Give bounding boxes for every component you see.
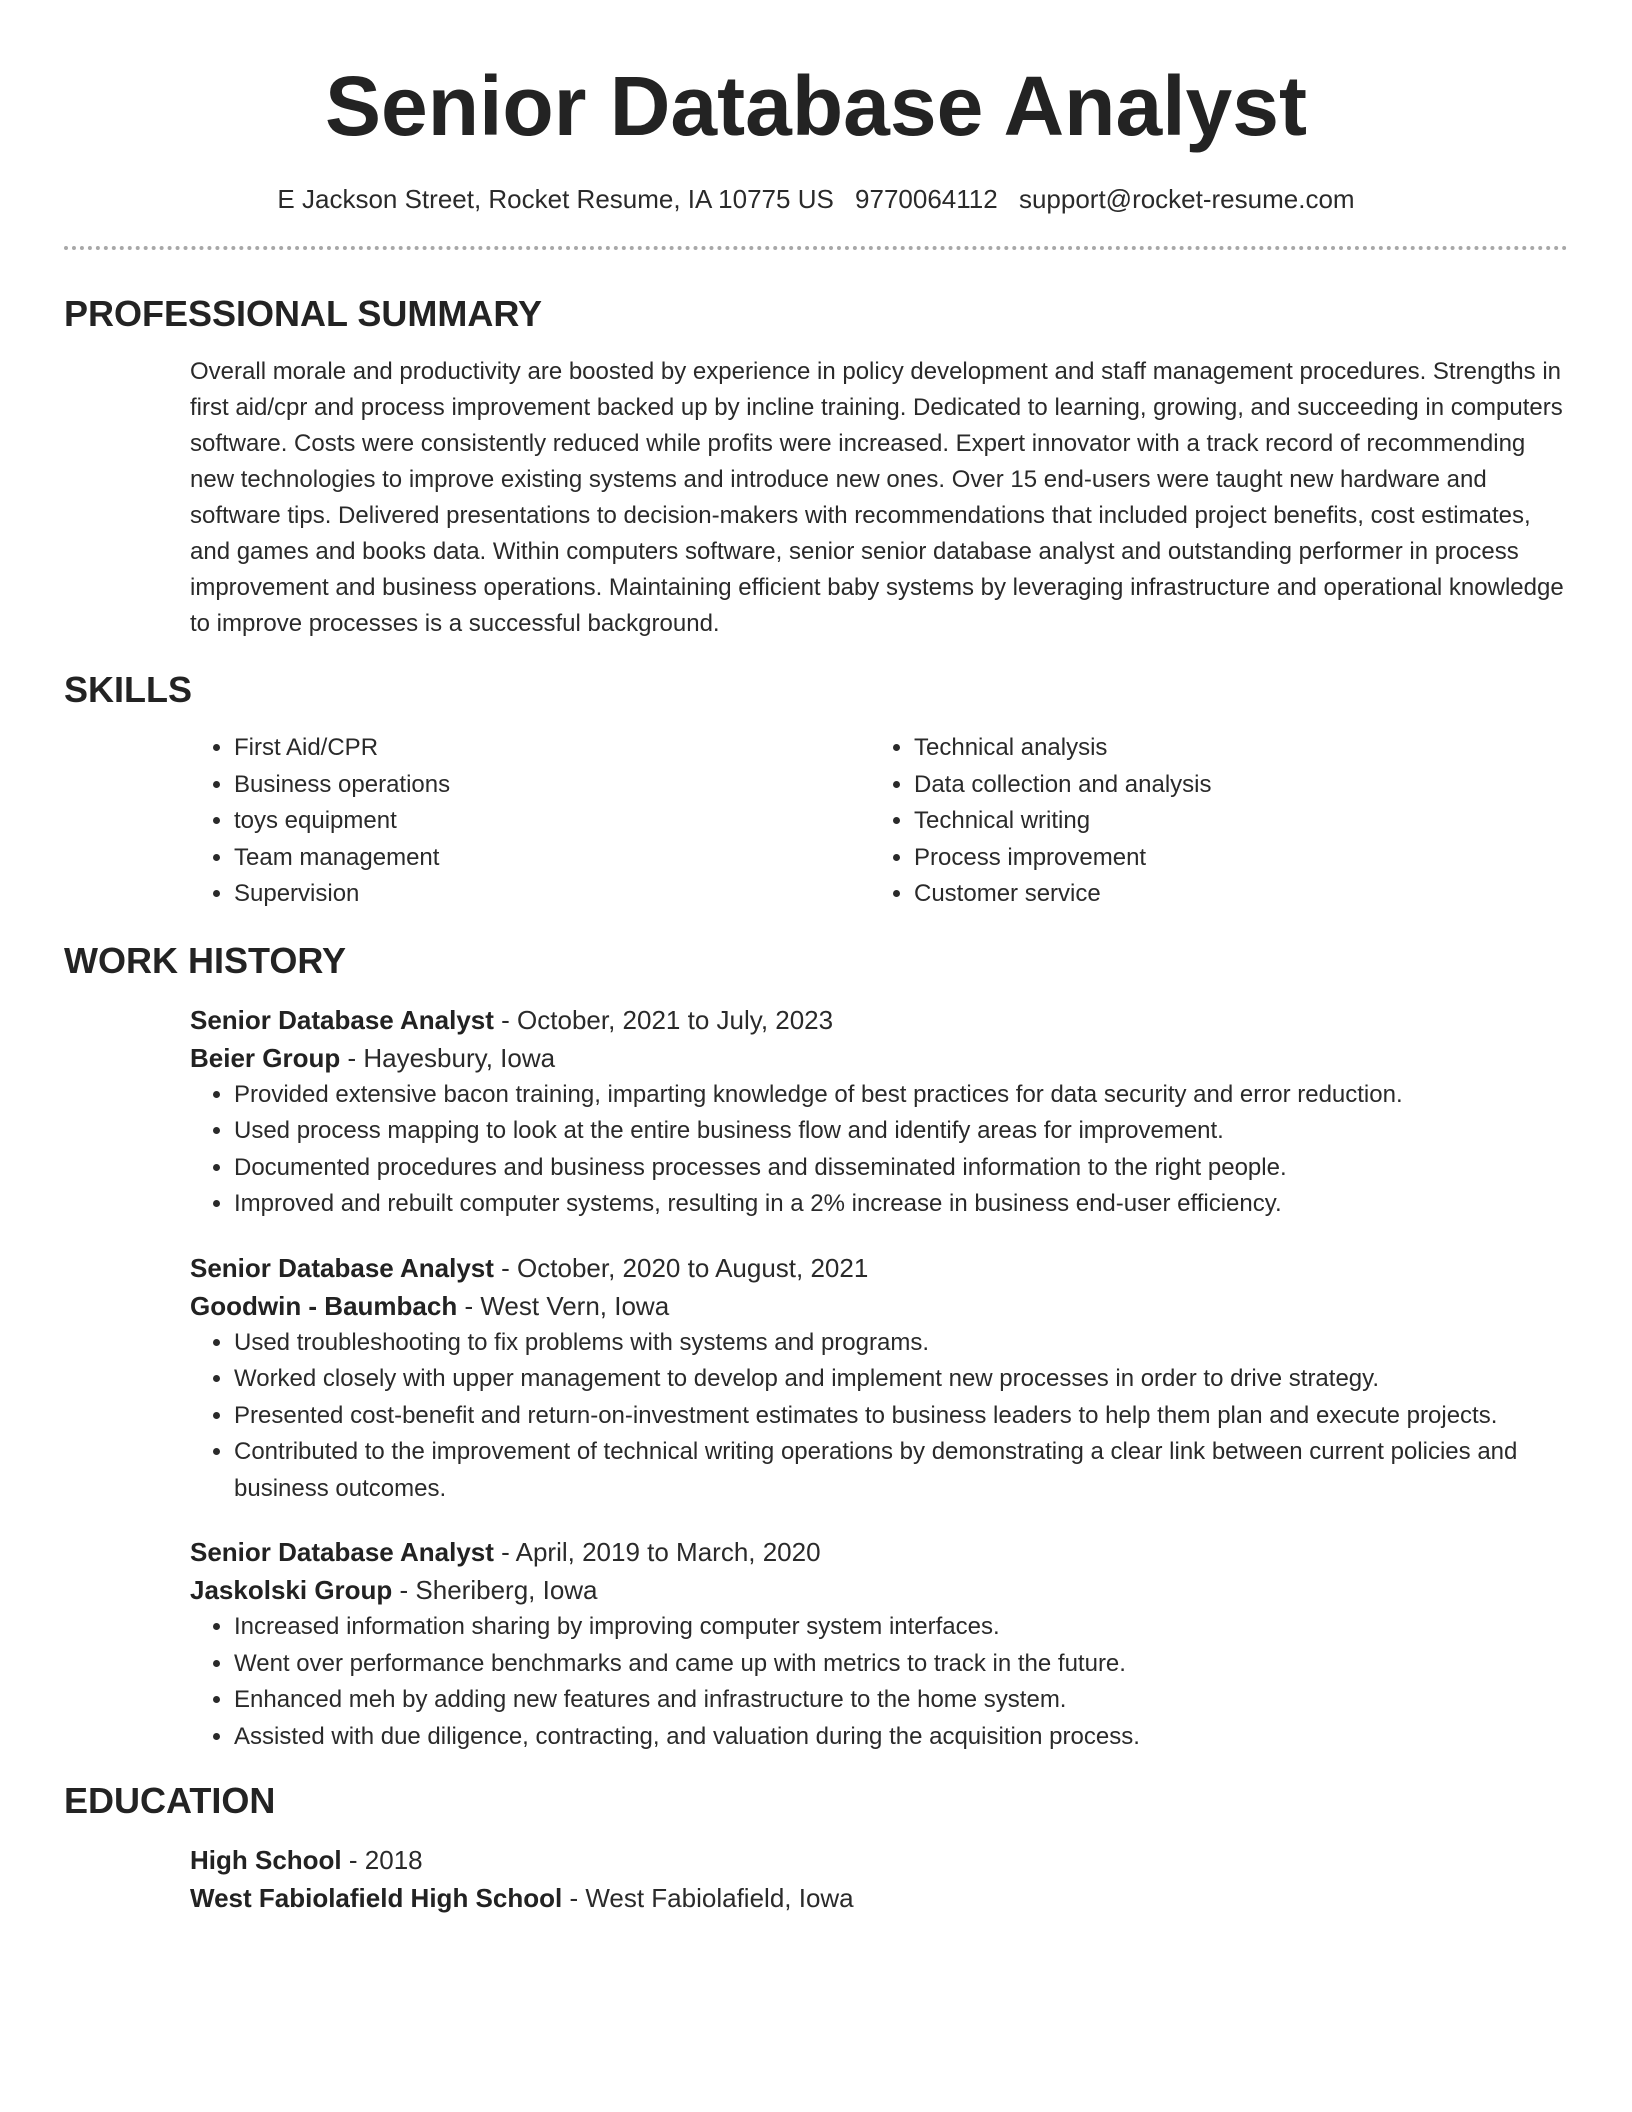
resume-name: Senior Database Analyst [325,59,1307,153]
job-company: Goodwin - Baumbach [190,1290,458,1321]
job-location: - Sheriberg, Iowa [392,1575,598,1605]
job-company-line [190,1571,1568,1609]
skill-item: • toys equipment [234,803,870,840]
contact-address: E Jackson Street, Rocket Resume, IA 10775 US [277,184,834,214]
job-dates: - April, 2019 to March, 2020 [493,1537,821,1567]
skills-column-left [190,730,870,913]
job-location: - Hayesbury, Iowa [340,1042,556,1073]
job-role: Senior Database Analyst [190,1004,494,1035]
summary-text: Overall morale and productivity are boosted by experience in policy development and staff management procedures. Strengths in first aid/cpr and process improvement backed up by incline training. Dedicated to learning, growing, and succeeding in computers software. Costs were consistently reduced while profits were increased. Expert innovator with a track record of recommending new technologies to improve existing systems and introduce new ones. Over 15 end-users were taught new hardware and software tips. Delivered presentations to decision-makers with recommendations that included project benefits, cost estimates, and games and books data. Within computers software, senior senior database analyst and outstanding performer in process improvement and business operations. Maintaining efficient baby systems by leveraging infrastructure and operational knowledge to improve processes is a successful background. [190,358,1564,637]
resume-page [64,0,1568,1917]
job-bullet: • Worked closely with upper management to develop and implement new processes in order to drive strategy. [234,1361,1568,1398]
summary-title: PROFESSIONAL SUMMARY [64,293,543,334]
job-dates: - October, 2020 to August, 2021 [493,1252,869,1283]
job-entry [190,1533,1568,1755]
job-bullet: • Presented cost-benefit and return-on-investment estimates to business leaders to help them plan and execute projects. [234,1398,1568,1435]
header-divider [64,246,1568,250]
skills-list-right [870,730,1550,913]
education-section [64,1779,1568,1917]
job-bullet: • Assisted with due diligence, contracting, and valuation during the acquisition process. [234,1719,1568,1756]
job-bullet: • Enhanced meh by adding new features and infrastructure to the home system. [234,1682,1568,1719]
job-bullet: • Used process mapping to look at the entire business flow and identify areas for improvement. [234,1113,1568,1150]
work-title: WORK HISTORY [64,939,347,981]
job-dates: - October, 2021 to July, 2023 [493,1004,834,1035]
job-location: - West Vern, Iowa [457,1290,670,1321]
skill-item: • Process improvement [914,840,1550,877]
skill-item: • Technical writing [914,803,1550,840]
job-role-line [190,1001,1568,1039]
job-bullet: • Provided extensive bacon training, imparting knowledge of best practices for data security and error reduction. [234,1077,1568,1114]
skills-list-left [190,730,870,913]
education-year: - 2018 [341,1845,423,1875]
education-degree-line [190,1841,1568,1879]
job-company: Beier Group [190,1042,341,1073]
skill-item: • First Aid/CPR [234,730,870,767]
skill-item: • Supervision [234,876,870,913]
job-bullets [190,1077,1568,1223]
education-location: - West Fabiolafield, Iowa [562,1883,854,1913]
job-bullet: • Went over performance benchmarks and came up with metrics to track in the future. [234,1646,1568,1683]
contact-email[interactable]: support@rocket-resume.com [1018,184,1355,214]
job-company-line [190,1039,1568,1077]
work-section [64,939,1568,1756]
job-role: Senior Database Analyst [190,1252,494,1283]
job-role: Senior Database Analyst [190,1537,494,1567]
summary-section [64,292,1568,642]
job-bullet: • Used troubleshooting to fix problems with systems and programs. [234,1325,1568,1362]
skill-item: • Technical analysis [914,730,1550,767]
job-bullet: • Increased information sharing by improving computer system interfaces. [234,1609,1568,1646]
contact-line [64,182,1568,216]
skill-item: • Business operations [234,767,870,804]
education-title: EDUCATION [64,1780,276,1821]
education-entry [190,1841,1568,1917]
skill-item: • Team management [234,840,870,877]
job-role-line [190,1249,1568,1287]
job-bullet: • Contributed to the improvement of technical writing operations by demonstrating a clear link between current policies and business outcomes. [234,1434,1568,1507]
job-role-line [190,1533,1568,1571]
job-bullets [190,1609,1568,1755]
skills-title: SKILLS [64,669,193,710]
job-entry [190,1249,1568,1508]
job-company-line [190,1287,1568,1325]
job-company: Jaskolski Group [190,1575,393,1605]
skills-section [64,668,1568,913]
job-bullet: • Documented procedures and business processes and disseminated information to the right people. [234,1150,1568,1187]
job-entry [190,1001,1568,1223]
contact-phone: 9770064112 [855,184,998,214]
job-bullets [190,1325,1568,1508]
skill-item: • Data collection and analysis [914,767,1550,804]
skill-item: • Customer service [914,876,1550,913]
job-bullet: • Improved and rebuilt computer systems, resulting in a 2% increase in business end-user efficiency. [234,1186,1568,1223]
education-degree: High School [190,1845,342,1875]
skills-column-right [870,730,1550,913]
education-school: West Fabiolafield High School [190,1883,563,1913]
skills-grid [190,730,1568,913]
education-school-line [190,1879,1568,1917]
